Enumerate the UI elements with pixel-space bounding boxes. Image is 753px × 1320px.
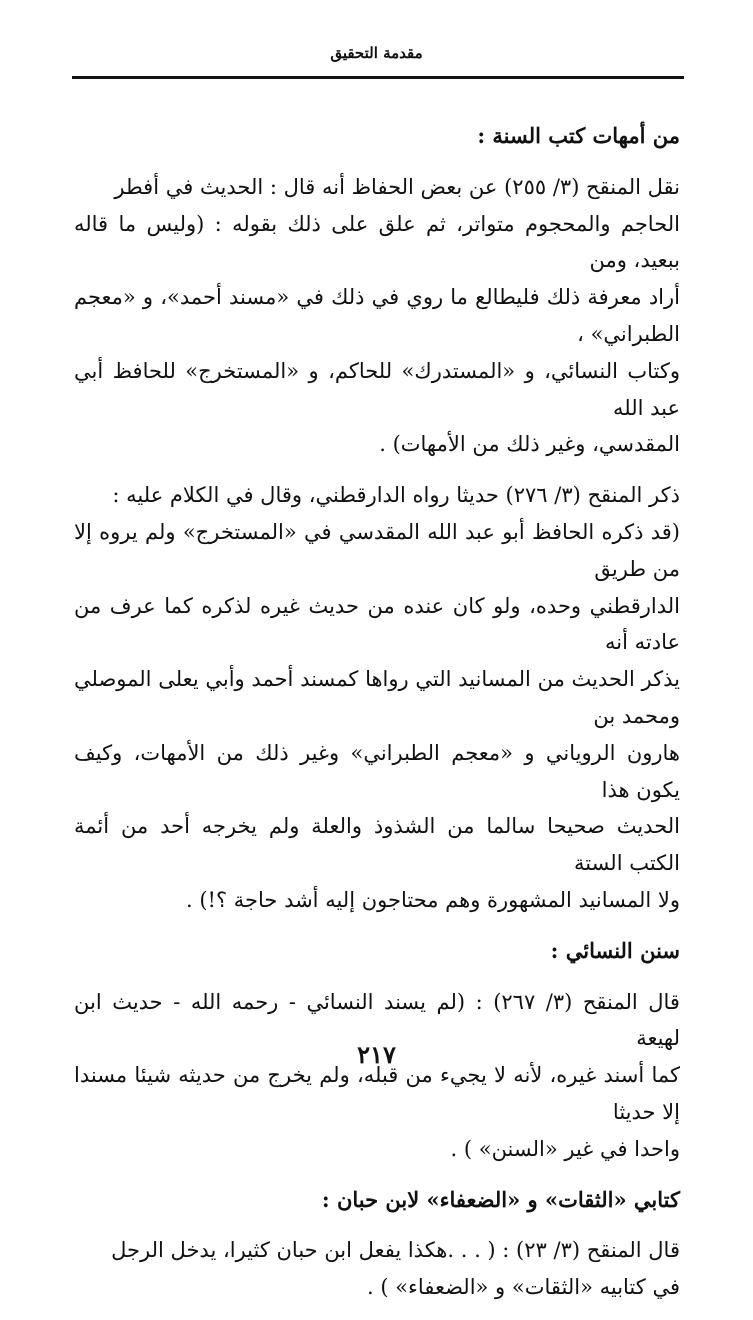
section-heading-mother-books: من أمهات كتب السنة : xyxy=(477,123,680,148)
paragraph-daraqutni xyxy=(74,477,680,919)
text-line: الحاجم والمحجوم متواتر، ثم علق على ذلك بقوله : (وليس ما قاله ببعيد، ومن xyxy=(74,211,680,273)
paragraph-mutawatir xyxy=(74,169,680,463)
page-number: ٢١٧ xyxy=(357,1040,396,1069)
paragraph-ibn-hibban xyxy=(74,1232,680,1306)
text-line: أراد معرفة ذلك فليطالع ما روي في ذلك في «مسند أحمد»، و «معجم الطبراني» ، xyxy=(74,285,680,346)
text-line: الحديث صحيحا سالما من الشذوذ والعلة ولم يخرجه أحد من أئمة الكتب الستة xyxy=(74,814,680,876)
text-line: كما أسند غيره، لأنه لا يجيء من قبله، ولم يخرج من حديثه شيئا مسندا إلا حديثا xyxy=(74,1063,680,1124)
section-heading-nasai: سنن النسائي : xyxy=(550,937,680,963)
text-line: ولا المسانيد المشهورة وهم محتاجون إليه أشد حاجة ؟!) . xyxy=(185,887,680,912)
text-line: نقل المنقح (٣/ ٢٥٥) عن بعض الحفاظ أنه قال : الحديث في أفطر xyxy=(114,174,680,199)
paragraph-nasai xyxy=(74,984,680,1168)
text-line: واحدا في غير «السنن» ) . xyxy=(450,1136,680,1161)
text-line: الدارقطني وحده، ولو كان عنده من حديث غيره لذكره كما عرف من عادته أنه xyxy=(74,593,680,655)
running-header: مقدمة التحقيق xyxy=(330,44,423,62)
text-line: هارون الروياني و «معجم الطبراني» وغير ذلك من الأمهات، وكيف يكون هذا xyxy=(74,740,680,802)
text-line: المقدسي، وغير ذلك من الأمهات) . xyxy=(379,432,680,457)
text-line: يذكر الحديث من المسانيد التي رواها كمسند أحمد وأبي يعلى الموصلي ومحمد بن xyxy=(74,667,680,728)
text-line: وكتاب النسائي، و «المستدرك» للحاكم، و «المستخرج» للحافظ أبي عبد الله xyxy=(74,358,680,420)
text-line: ذكر المنقح (٣/ ٢٧٦) حديثا رواه الدارقطني، وقال في الكلام عليه : xyxy=(112,483,680,508)
text-line: قال المنقح (٣/ ٢٦٧) : (لم يسند النسائي - رحمه الله - حديث ابن لهيعة xyxy=(74,989,680,1051)
page-body xyxy=(74,112,680,1320)
text-line: في كتابيه «الثقات» و «الضعفاء» ) . xyxy=(366,1275,680,1300)
section-heading-ibn-hibban: كتابي «الثقات» و «الضعفاء» لابن حبان : xyxy=(321,1186,680,1212)
header-rule xyxy=(72,76,684,79)
text-line: (قد ذكره الحافظ أبو عبد الله المقدسي في «المستخرج» ولم يروه إلا من طريق xyxy=(74,519,680,581)
text-line: قال المنقح (٣/ ٢٣) : ( . . .هكذا يفعل ابن حبان كثيرا، يدخل الرجل xyxy=(111,1238,680,1263)
